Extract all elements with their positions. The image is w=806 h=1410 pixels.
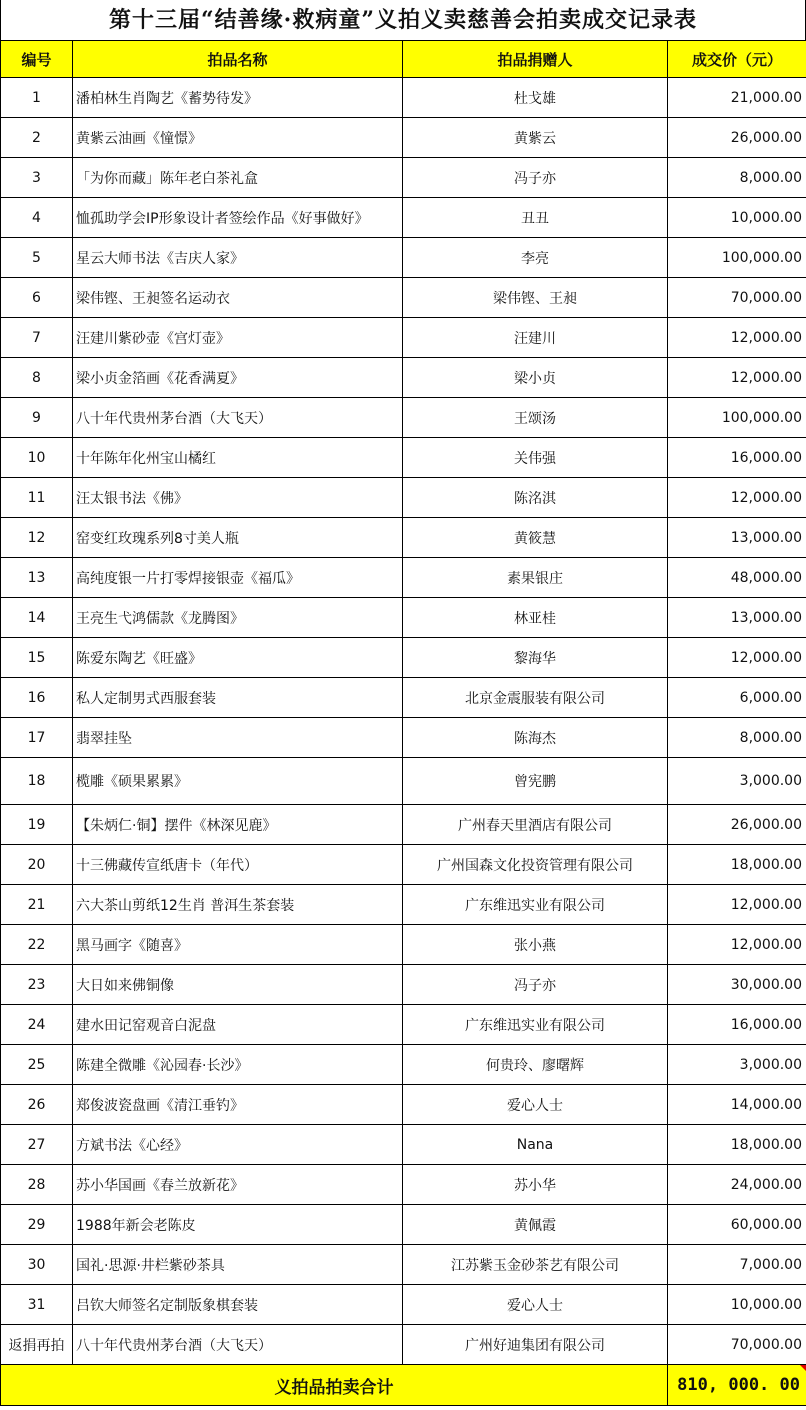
cell-no: 10	[1, 438, 73, 478]
table-row	[1, 558, 806, 598]
total-label: 义拍品拍卖合计	[1, 1365, 668, 1406]
header-name: 拍品名称	[73, 41, 403, 78]
cell-item-name: 潘柏林生肖陶艺《蓄势待发》	[73, 78, 403, 118]
cell-no: 13	[1, 558, 73, 598]
cell-no: 9	[1, 398, 73, 438]
table-row	[1, 1285, 806, 1325]
cell-price: 100,000.00	[668, 238, 806, 278]
cell-donor: 关伟强	[403, 438, 668, 478]
cell-no: 22	[1, 925, 73, 965]
total-value	[668, 1365, 806, 1406]
cell-price: 8,000.00	[668, 158, 806, 198]
table-row	[1, 1085, 806, 1125]
cell-price: 10,000.00	[668, 198, 806, 238]
cell-donor: 广州好迪集团有限公司	[403, 1325, 668, 1365]
cell-donor: 广东维迅实业有限公司	[403, 885, 668, 925]
table-row	[1, 78, 806, 118]
cell-no: 29	[1, 1205, 73, 1245]
table-row	[1, 118, 806, 158]
header-no: 编号	[1, 41, 73, 78]
cell-donor: 广州春天里酒店有限公司	[403, 805, 668, 845]
table-row	[1, 438, 806, 478]
table-row	[1, 198, 806, 238]
cell-price: 10,000.00	[668, 1285, 806, 1325]
cell-price: 3,000.00	[668, 1045, 806, 1085]
table-row	[1, 758, 806, 805]
cell-donor: 黎海华	[403, 638, 668, 678]
total-amount: 810, 000. 00	[677, 1375, 800, 1395]
cell-no: 20	[1, 845, 73, 885]
cell-donor: 冯子亦	[403, 965, 668, 1005]
cell-no: 8	[1, 358, 73, 398]
cell-price: 12,000.00	[668, 925, 806, 965]
cell-no: 15	[1, 638, 73, 678]
table-footer	[1, 1365, 806, 1406]
cell-no: 25	[1, 1045, 73, 1085]
cell-price: 21,000.00	[668, 78, 806, 118]
cell-no: 4	[1, 198, 73, 238]
cell-no: 16	[1, 678, 73, 718]
cell-item-name: 汪太银书法《佛》	[73, 478, 403, 518]
table-row	[1, 925, 806, 965]
cell-donor: 李亮	[403, 238, 668, 278]
cell-item-name: 星云大师书法《吉庆人家》	[73, 238, 403, 278]
total-row	[1, 1365, 806, 1406]
cell-item-name: 十三佛藏传宣纸唐卡（年代）	[73, 845, 403, 885]
table-row	[1, 1165, 806, 1205]
cell-no: 14	[1, 598, 73, 638]
table-row	[1, 965, 806, 1005]
cell-price: 60,000.00	[668, 1205, 806, 1245]
cell-price: 13,000.00	[668, 518, 806, 558]
cell-donor: Nana	[403, 1125, 668, 1165]
table-header	[1, 41, 806, 78]
table-row	[1, 885, 806, 925]
table-row	[1, 1245, 806, 1285]
table-body	[1, 78, 806, 1365]
cell-price: 18,000.00	[668, 845, 806, 885]
cell-item-name: 八十年代贵州茅台酒（大飞天）	[73, 398, 403, 438]
cell-price: 16,000.00	[668, 438, 806, 478]
table-row	[1, 678, 806, 718]
cell-price: 6,000.00	[668, 678, 806, 718]
table-row	[1, 845, 806, 885]
cell-no: 28	[1, 1165, 73, 1205]
cell-no: 12	[1, 518, 73, 558]
cell-price: 70,000.00	[668, 1325, 806, 1365]
table-row	[1, 1205, 806, 1245]
cell-item-name: 榄雕《硕果累累》	[73, 758, 403, 805]
cell-item-name: 私人定制男式西服套装	[73, 678, 403, 718]
cell-donor: 冯子亦	[403, 158, 668, 198]
cell-item-name: 国礼·思源·井栏紫砂茶具	[73, 1245, 403, 1285]
cell-item-name: 高纯度银一片打零焊接银壶《福瓜》	[73, 558, 403, 598]
table-row	[1, 158, 806, 198]
table-row	[1, 358, 806, 398]
cell-price: 18,000.00	[668, 1125, 806, 1165]
cell-no: 23	[1, 965, 73, 1005]
cell-item-name: 黑马画字《随喜》	[73, 925, 403, 965]
cell-price: 13,000.00	[668, 598, 806, 638]
cell-donor: 何贵玲、廖曙辉	[403, 1045, 668, 1085]
cell-price: 12,000.00	[668, 358, 806, 398]
cell-no: 18	[1, 758, 73, 805]
cell-price: 12,000.00	[668, 318, 806, 358]
table-row	[1, 478, 806, 518]
cell-item-name: 郑俊波瓷盘画《清江垂钓》	[73, 1085, 403, 1125]
cell-donor: 素果银庄	[403, 558, 668, 598]
cell-price: 12,000.00	[668, 885, 806, 925]
cell-no: 7	[1, 318, 73, 358]
header-row	[1, 41, 806, 78]
cell-item-name: 翡翠挂坠	[73, 718, 403, 758]
cell-item-name: 恤孤助学会IP形象设计者签绘作品《好事做好》	[73, 198, 403, 238]
cell-item-name: 十年陈年化州宝山橘红	[73, 438, 403, 478]
table-row	[1, 518, 806, 558]
table-row	[1, 638, 806, 678]
table-row	[1, 598, 806, 638]
cell-donor: 王颂汤	[403, 398, 668, 438]
cell-no: 11	[1, 478, 73, 518]
cell-donor: 林亚桂	[403, 598, 668, 638]
cell-no: 2	[1, 118, 73, 158]
cell-item-name: 陈建全微雕《沁园春·长沙》	[73, 1045, 403, 1085]
cell-no: 返捐再拍	[1, 1325, 73, 1365]
cell-item-name: 陈爱东陶艺《旺盛》	[73, 638, 403, 678]
cell-donor: 苏小华	[403, 1165, 668, 1205]
cell-no: 26	[1, 1085, 73, 1125]
table-row	[1, 718, 806, 758]
header-donor: 拍品捐赠人	[403, 41, 668, 78]
cell-item-name: 吕钦大师签名定制版象棋套装	[73, 1285, 403, 1325]
cell-no: 5	[1, 238, 73, 278]
cell-no: 17	[1, 718, 73, 758]
cell-donor: 爱心人士	[403, 1285, 668, 1325]
cell-price: 100,000.00	[668, 398, 806, 438]
cell-donor: 黄紫云	[403, 118, 668, 158]
cell-no: 6	[1, 278, 73, 318]
cell-no: 19	[1, 805, 73, 845]
cell-donor: 丑丑	[403, 198, 668, 238]
cell-no: 24	[1, 1005, 73, 1045]
cell-item-name: 苏小华国画《春兰放新花》	[73, 1165, 403, 1205]
cell-donor: 杜戈雄	[403, 78, 668, 118]
cell-donor: 江苏紫玉金砂茶艺有限公司	[403, 1245, 668, 1285]
cell-item-name: 汪建川紫砂壶《宫灯壶》	[73, 318, 403, 358]
page-title: 第十三届“结善缘·救病童”义拍义卖慈善会拍卖成交记录表	[0, 0, 806, 40]
cell-donor: 梁小贞	[403, 358, 668, 398]
cell-item-name: 方斌书法《心经》	[73, 1125, 403, 1165]
cell-donor: 汪建川	[403, 318, 668, 358]
table-row	[1, 278, 806, 318]
cell-price: 3,000.00	[668, 758, 806, 805]
cell-no: 27	[1, 1125, 73, 1165]
cell-item-name: 六大茶山剪纸12生肖 普洱生茶套装	[73, 885, 403, 925]
cell-price: 16,000.00	[668, 1005, 806, 1045]
table-row	[1, 1325, 806, 1365]
cell-price: 26,000.00	[668, 805, 806, 845]
cell-item-name: 窑变红玫瑰系列8寸美人瓶	[73, 518, 403, 558]
cell-donor: 爱心人士	[403, 1085, 668, 1125]
cell-item-name: 【朱炳仁·铜】摆件《林深见鹿》	[73, 805, 403, 845]
cell-donor: 陈洺淇	[403, 478, 668, 518]
cell-no: 3	[1, 158, 73, 198]
table-row	[1, 805, 806, 845]
cell-item-name: 黄紫云油画《憧憬》	[73, 118, 403, 158]
cell-price: 48,000.00	[668, 558, 806, 598]
cell-price: 12,000.00	[668, 478, 806, 518]
cell-price: 12,000.00	[668, 638, 806, 678]
cell-item-name: 建水田记窑观音白泥盘	[73, 1005, 403, 1045]
cell-no: 30	[1, 1245, 73, 1285]
table-row	[1, 1125, 806, 1165]
cell-item-name: 梁小贞金箔画《花香满夏》	[73, 358, 403, 398]
comment-marker-icon	[800, 1365, 806, 1371]
cell-donor: 北京金震服装有限公司	[403, 678, 668, 718]
cell-donor: 梁伟铿、王昶	[403, 278, 668, 318]
cell-price: 30,000.00	[668, 965, 806, 1005]
cell-item-name: 大日如来佛铜像	[73, 965, 403, 1005]
cell-donor: 黄筱慧	[403, 518, 668, 558]
cell-donor: 曾宪鹏	[403, 758, 668, 805]
auction-results-table	[0, 40, 806, 1406]
table-row	[1, 398, 806, 438]
cell-donor: 陈海杰	[403, 718, 668, 758]
cell-donor: 广州国森文化投资管理有限公司	[403, 845, 668, 885]
cell-price: 24,000.00	[668, 1165, 806, 1205]
cell-item-name: 王亮生弋鸿儒款《龙腾图》	[73, 598, 403, 638]
cell-no: 21	[1, 885, 73, 925]
cell-no: 1	[1, 78, 73, 118]
cell-donor: 广东维迅实业有限公司	[403, 1005, 668, 1045]
cell-price: 14,000.00	[668, 1085, 806, 1125]
table-row	[1, 238, 806, 278]
cell-item-name: 「为你而藏」陈年老白茶礼盒	[73, 158, 403, 198]
cell-price: 7,000.00	[668, 1245, 806, 1285]
cell-no: 31	[1, 1285, 73, 1325]
table-row	[1, 1005, 806, 1045]
cell-item-name: 八十年代贵州茅台酒（大飞天）	[73, 1325, 403, 1365]
cell-price: 8,000.00	[668, 718, 806, 758]
table-row	[1, 1045, 806, 1085]
cell-donor: 张小燕	[403, 925, 668, 965]
cell-item-name: 1988年新会老陈皮	[73, 1205, 403, 1245]
header-price: 成交价（元）	[668, 41, 806, 78]
cell-donor: 黄佩霞	[403, 1205, 668, 1245]
table-row	[1, 318, 806, 358]
cell-item-name: 梁伟铿、王昶签名运动衣	[73, 278, 403, 318]
cell-price: 70,000.00	[668, 278, 806, 318]
cell-price: 26,000.00	[668, 118, 806, 158]
